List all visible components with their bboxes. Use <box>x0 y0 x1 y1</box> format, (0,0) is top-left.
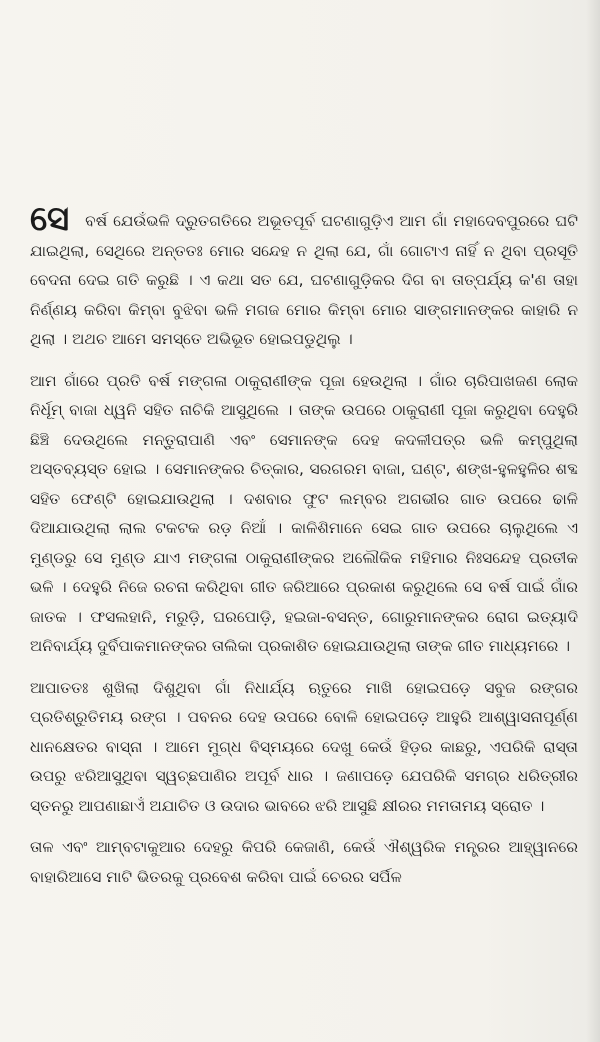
paragraph-4: ତାଳ ଏବଂ ଆମ୍ବଟାକୁଆର ଦେହରୁ କିପରି କେଜାଣି, କେଉଁ ଐଶ୍ୱରିକ ମନ୍ତ୍ରର ଆହ୍ୱାନରେ ବାହାରିଆସେ ମାଟି ଭିତରକୁ ପ୍ରବେଶ କରିବା ପାଇଁ ଚେରର ସର୍ପିଳ <box>30 838 578 886</box>
paragraph-1 <box>30 199 578 355</box>
page-edge-shadow <box>586 0 600 1042</box>
paragraph-3: ଆପାତତଃ ଶୁଖିଲା ଦିଶୁଥିବା ଗାଁ ନିଧାର୍ଯ୍ୟ ଋତୁରେ ମାଖି ହୋଇପଡ଼େ ସବୁଜ ରଙ୍ଗର ପ୍ରତିଶ୍ରୁତିମୟ ରଙ୍ଗ । ପବନର ଦେହ ଉପରେ ବୋଳି ହୋଇପଡ଼େ ଆହୁରି ଆଶ୍ୱାସନାପୂର୍ଣ୍ଣ ଧାନକ୍ଷେତର ବାସ୍ନା । ଆମେ ମୁଗ୍ଧ ବିସ୍ମୟରେ ଦେଖୁ କେଉଁ ହିଡ଼ର କାଛରୁ, ଏପରିକି ରାସ୍ତା ଉପରୁ ଝରିଆସୁଥିବା ସ୍ୱଚ୍ଛପାଣିର ଅପୂର୍ବ ଧାର । ଜଣାପଡ଼େ ଯେପରିକି ସମଗ୍ର ଧରିତ୍ରୀର ସ୍ତନରୁ ଆପଣାଛାଏଁ ଅଯାଚିତ ଓ ଉଦାର ଭାବରେ ଝରି ଆସୁଛି କ୍ଷୀରର ମମତାମୟ ସ୍ରୋତ । <box>30 678 578 815</box>
paragraph-2: ଆମ ଗାଁରେ ପ୍ରତି ବର୍ଷ ମଙ୍ଗଳା ଠାକୁରାଣୀଙ୍କ ପୂଜା ହେଉଥିଲା । ଗାଁର ଚାରିପାଖଜଣ ଲୋକ ନିର୍ଧୂମ୍ ବାଜା ଧ୍ୱନି ସହିତ ନାଚିକି ଆସୁଥିଲେ । ତାଙ୍କ ଉପରେ ଠାକୁରାଣୀ ପୂଜା କରୁଥିବା ଦେହୁରି ଛିଞ୍ଚି ଦେଉଥିଲେ ମନ୍ତୁରାପାଣି ଏବଂ ସେମାନଙ୍କ ଦେହ କଦଳୀପତ୍ର ଭଳି କମ୍ପୁଥିଲା ଅସ୍ତବ୍ୟସ୍ତ ହୋଇ । ସେମାନଙ୍କର ଚିତ୍କାର, ସରଗରମ ବାଜା, ଘଣ୍ଟ, ଶଙ୍ଖ-ହୁଳହୁଳିର ଶବ୍ଦ ସହିତ ଫେଣ୍ଟି ହୋଇଯାଉଥିଲା । ଦଶବାର ଫୁଟ ଲମ୍ବର ଅଗଭୀର ଗାତ ଉପରେ ଢାଳି ଦିଆଯାଉଥିଲା ଲାଲ ଟକଟକ ରଡ଼ ନିଆଁ । କାଳିଶିମାନେ ସେଇ ଗାତ ଉପରେ ଚାଲୁଥିଲେ ଏ ମୁଣ୍ଡରୁ ସେ ମୁଣ୍ଡ ଯାଏ ମଙ୍ଗଳା ଠାକୁରାଣୀଙ୍କର ଅଲୌକିକ ମହିମାର ନିଃସନ୍ଦେହ ପ୍ରତୀକ ଭଳି । ଦେହୁରି ନିଜେ ରଚନା କରିଥିବା ଗୀତ ଜରିଆରେ ପ୍ରକାଶ କରୁଥିଲେ ସେ ବର୍ଷ ପାଇଁ ଗାଁର ଜାତକ । ଫସଲହାନି, ମରୁଡ଼ି, ଘରପୋଡ଼ି, ହଇଜା-ବସନ୍ତ, ଗୋରୁମାନଙ୍କର ରୋଗ ଇତ୍ୟାଦି ଅନିବାର୍ଯ୍ୟ ଦୁର୍ବିପାକମାନଙ୍କର ତାଲିକା ପ୍ରକାଶିତ ହୋଇଯାଉଥିଲା ତାଙ୍କ ଗୀତ ମାଧ୍ୟମରେ । <box>30 371 578 655</box>
bottom-margin <box>0 960 600 1042</box>
drop-cap: ସେ <box>30 199 70 239</box>
paragraph-1-text: ବର୍ଷ ଯେଉଁଭଳି ଦ୍ରୁତଗତିରେ ଅଭୂତପୂର୍ବ ଘଟଣାଗୁଡ଼ିଏ ଆମ ଗାଁ ମହାଦେବପୁରରେ ଘଟି ଯାଇଥିଲା, ସେଥିରେ ଅନ୍ତତଃ ମୋର ସନ୍ଦେହ ନ ଥିଲା ଯେ, ଗାଁ ଗୋଟାଏ ନାହିଁ ନ ଥିବା ପ୍ରସୂତି ବେଦନା ଦେଇ ଗତି କରୁଛି । ଏ କଥା ସତ ଯେ, ଘଟଣାଗୁଡ଼ିକର ଦିଗ ବା ତାତ୍ପର୍ଯ୍ୟ କ'ଣ ତାହା ନିର୍ଣ୍ଣୟ କରିବା କିମ୍ବା ବୁଝିବା ଭଳି ମଗଜ ମୋର କିମ୍ବା ମୋର ସାଙ୍ଗମାନଙ୍କର କାହାରି ନ ଥିଲା । ଅଥଚ ଆମେ ସମସ୍ତେ ଅଭିଭୂତ ହୋଇପଡୁଥିଲୁ । <box>30 212 578 348</box>
body-text <box>30 199 578 904</box>
